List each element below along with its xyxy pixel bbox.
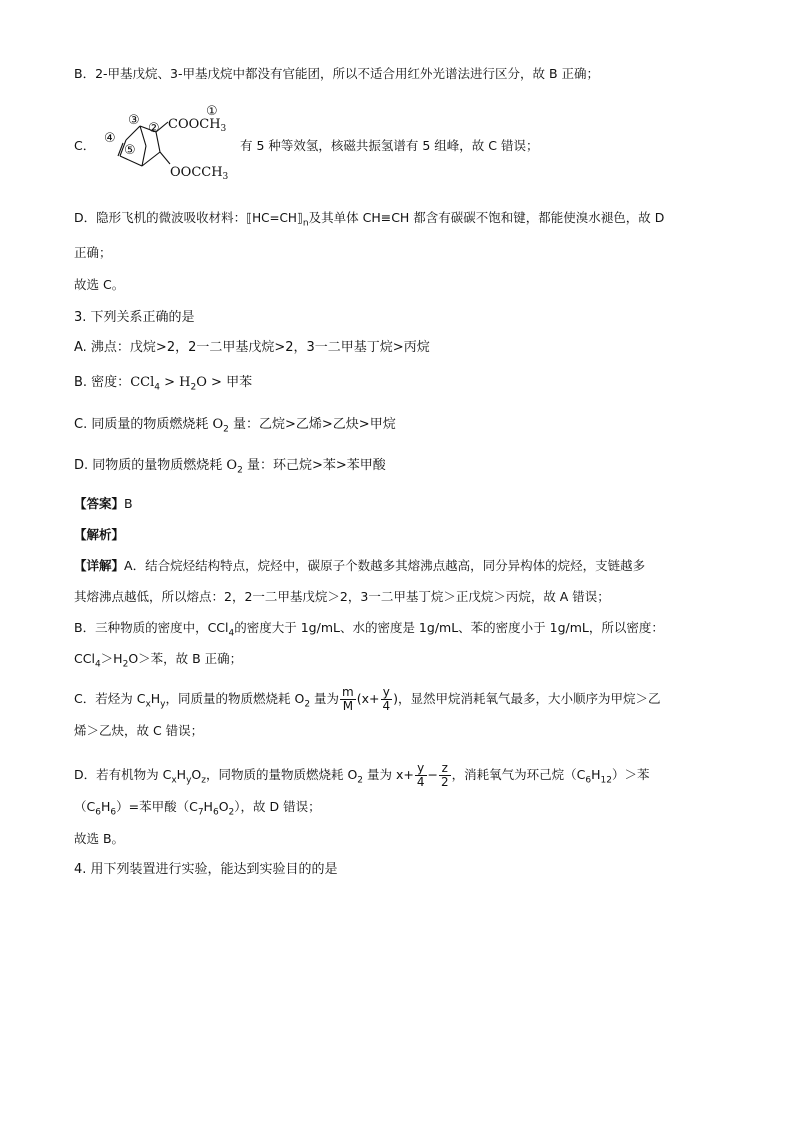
question-3-option-d: D. 同物质的量物质燃烧耗 $O_2$ 量：环己烷>苯>苯甲酸: [74, 458, 386, 476]
bicyclic-structure-diagram: [98, 100, 248, 188]
group-ooccch3: $OOCCH_3$: [170, 165, 229, 182]
question-3-stem: 3. 下列关系正确的是: [74, 310, 195, 325]
bond-to-ooccch3: [160, 152, 170, 164]
group-cooch3: $COOCH_3$: [168, 117, 227, 134]
question-3-option-b: B. 密度：$CCl_4 > H_2O$ > 甲苯: [74, 375, 253, 393]
question-3-option-c: C. 同质量的物质燃烧耗 $O_2$ 量：乙烷>乙烯>乙炔>甲烷: [74, 417, 396, 435]
fraction-z-over-2: $\frac{z}{2}$: [440, 761, 449, 789]
fraction-y-over-4: $\frac{y}{4}$: [382, 685, 391, 713]
answer-line: [74, 494, 133, 514]
answer-tag: 【答案】: [74, 496, 125, 511]
explanation-d-line2: $(C_6H_6)=$苯甲酸$(C_7H_6O_2)$，故 D 错误；: [74, 799, 321, 818]
fraction-m-over-M: $\frac{m}{M}$: [342, 685, 354, 713]
option-d-explanation: D．隐形飞机的微波吸收材料：$⟦HC=CH⟧_n$及其单体 CH≡CH 都含有碳碳不饱和键，都能使溴水褪色，故 D: [74, 208, 664, 233]
explanation-b-line1: B．三种物质的密度中，CCl$_4$的密度大于 1g/mL、水的密度是 1g/mL、苯的密度小于 1g/mL，所以密度：: [74, 620, 664, 639]
detail-tag: 【详解】: [74, 558, 125, 573]
answer-value: B: [124, 496, 133, 511]
question-4-stem: 4. 用下列装置进行实验，能达到实验目的的是: [74, 862, 338, 877]
option-d-continuation: 正确；: [74, 245, 112, 260]
explanation-c-line1: C．若烃为 $C_xH_y$，同质量的物质燃烧耗 $O_2$ 量为 $\frac{m}{M}$ (x+ $\frac{y}{4}$ )，显然甲烷消耗氧气最多，大小顺序为甲烷＞乙: [74, 685, 661, 713]
analysis-tag: 【解析】: [74, 527, 125, 542]
circled-number-3: ③: [128, 113, 140, 128]
explanation-a-line2: 其熔沸点越低，所以熔点：2，2一二甲基戊烷＞2，3一二甲基丁烷＞正戊烷＞丙烷，故 A 错误；: [74, 589, 610, 604]
bond-4-3: [126, 126, 140, 140]
explanation-d-line1: D．若有机物为 $C_xH_yO_z$，同物质的量物质燃烧耗 $O_2$ 量为 x+ $\frac{y}{4}$ − $\frac{z}{2}$ ，消耗氧气为环己烷$(C_6H_{12})>$苯: [74, 761, 650, 789]
circled-number-1: ①: [206, 104, 218, 119]
option-c-explanation: 有 5 种等效氢，核磁共振氢谱有 5 组峰，故 C 错误；: [240, 138, 539, 153]
conclusion-b: 故选 B。: [74, 831, 125, 846]
conclusion-c: 故选 C。: [74, 277, 125, 292]
polyacetylene-formula: $⟦HC=CH⟧_n$: [246, 211, 309, 229]
option-b-explanation: B．2-甲基戊烷、3-甲基戊烷中都没有官能团，所以不适合用红外光谱法进行区分，故 B 正确；: [74, 66, 600, 81]
explanation-b-line2: $CCl_4>H_2O>$苯，故 B 正确；: [74, 651, 243, 670]
circled-number-5: ⑤: [124, 143, 136, 158]
explanation-a-line1: 【详解】A．结合烷烃结构特点，烷烃中，碳原子个数越多其熔沸点越高，同分异构体的烷烃，支链越多: [74, 558, 646, 573]
bridge-top: [140, 126, 146, 146]
question-3-option-a: A. 沸点：戊烷>2，2一二甲基戊烷>2，3一二甲基丁烷>丙烷: [74, 340, 430, 355]
explanation-c-line2: 烯＞乙炔，故 C 错误；: [74, 723, 204, 738]
circled-number-2: ②: [148, 121, 160, 136]
option-c-label: C．: [74, 138, 96, 153]
fraction-y-over-4-d: $\frac{y}{4}$: [416, 761, 425, 789]
circled-number-4: ④: [104, 131, 116, 146]
